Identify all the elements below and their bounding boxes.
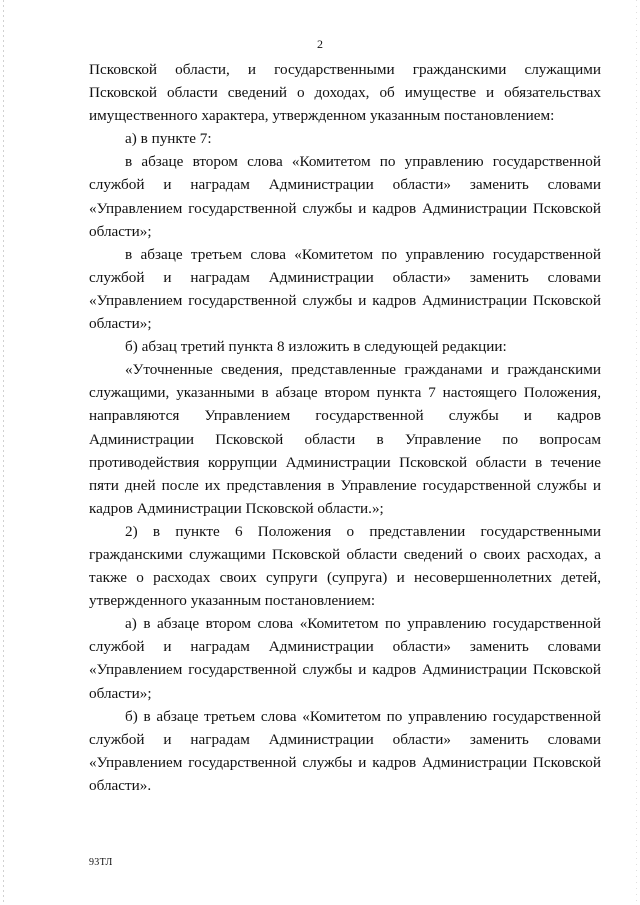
paragraph-point-2: 2) в пункте 6 Положения о представлении государственными гражданскими служащими Псковской области сведений о своих расходах, а также о расходах своих супруги (супруга) и несовершеннолетних детей, утвержденного указанным постановлением: [89, 522, 601, 610]
paragraph-quoted-revision: «Уточненные сведения, представленные гражданами и гражданскими служащими, указанными в абзаце втором пункта 7 настоящего Положения, направляются Управлением государственной службы и кадров Администрации Псковской области в Управление по вопросам противодействия коррупции Администрации Псковской области в течение пяти дней после их представления в Управление государственной службы и кадров Администрации Псковской области.»; [89, 361, 601, 517]
scan-edge-left [3, 0, 4, 905]
paragraph-point-2-item-a: а) в абзаце втором слова «Комитетом по управлению государственной службой и наградам Администрации области» заменить словами «Управлением государственной службы и кадров Администрации Псковской области»; [89, 615, 601, 702]
paragraph-third-abzac: в абзаце третьем слова «Комитетом по управлению государственной службой и наградам Администрации области» заменить словами «Управлением государственной службы и кадров Администрации Псковской области»; [89, 245, 601, 333]
paragraph-item-a-point-7: а) в пункте 7: [125, 130, 212, 148]
document-body [89, 58, 601, 797]
page-number: 2 [317, 37, 323, 51]
paragraph-point-2-item-b: б) в абзаце третьем слова «Комитетом по управлению государственной службой и наградам Администрации области» заменить словами «Управлением государственной службы и кадров Администрации Псковской области». [89, 707, 601, 794]
footer-code: 93ТЛ [89, 857, 113, 868]
scan-edge-right [636, 0, 637, 905]
paragraph-item-b-point-8: б) абзац третий пункта 8 изложить в следующей редакции: [125, 338, 507, 356]
paragraph-continuation: Псковской области, и государственными гражданскими служащими Псковской области сведений о доходах, об имуществе и обязательствах имущественного характера, утвержденном указанным постановлением: [89, 61, 601, 125]
paragraph-second-abzac: в абзаце втором слова «Комитетом по управлению государственной службой и наградам Администрации области» заменить словами «Управлением государственной службы и кадров Администрации Псковской области»; [89, 153, 601, 240]
